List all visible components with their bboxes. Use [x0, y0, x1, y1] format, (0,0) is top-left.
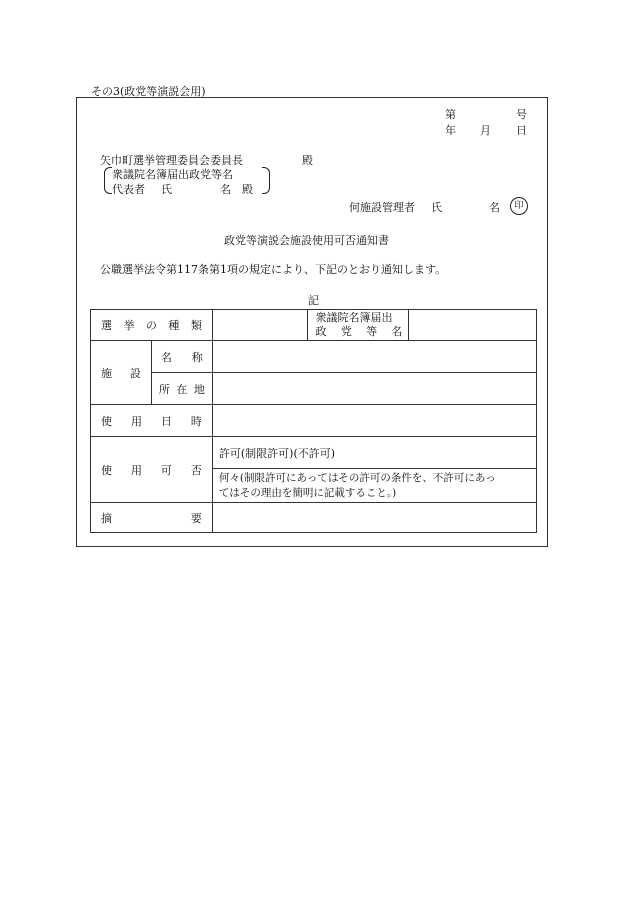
addressee-honorific: 殿: [302, 154, 313, 167]
facility-name-row: [91, 341, 537, 373]
remarks-row: [91, 503, 537, 533]
remarks-label: 摘 要: [101, 511, 202, 525]
facility-location-row: [91, 373, 537, 405]
usage-datetime-row: [91, 405, 537, 437]
bracket-left: [104, 167, 112, 194]
party-name-label: 衆議院名簿届出政党等名: [112, 168, 233, 181]
manager-mei: 名: [489, 201, 500, 214]
facility-location-label: 所 在 地: [158, 382, 205, 396]
representative-label: 代表者: [112, 183, 145, 196]
document-title: 政党等演説会施設使用可否通知書: [224, 234, 389, 247]
seal-mark: 印: [510, 197, 528, 215]
manager-label: 何施設管理者: [349, 201, 415, 214]
permission-label: 使 用 可 否: [101, 463, 202, 477]
facility-label: 施 設: [101, 366, 141, 380]
addressee-title: 矢巾町選挙管理委員会委員長: [100, 154, 243, 167]
election-type-label: 選 挙 の 種 類: [101, 319, 202, 332]
facility-name-label: 名 称: [160, 350, 203, 364]
remarks-value: [212, 503, 536, 533]
manager-shi: 氏: [431, 201, 442, 214]
body-text: 公職選挙法令第117条第1項の規定により、下記のとおり通知します。: [100, 263, 447, 276]
party-label-line2: 政 党 等 名: [315, 325, 403, 338]
ki-heading: 記: [308, 294, 319, 307]
facility-location-value: [212, 373, 536, 405]
form-caption: その3(政党等演説会用): [91, 85, 206, 98]
year-label: 年: [445, 124, 456, 137]
facility-name-value: [212, 341, 536, 373]
permission-note-line2: てはその理由を簡明に記載すること。): [218, 486, 397, 499]
info-table: [90, 309, 537, 533]
month-label: 月: [480, 124, 491, 137]
bracket-right: [262, 167, 270, 194]
number-label: 第: [445, 108, 456, 121]
party-name-value: [409, 310, 537, 341]
day-label: 日: [516, 124, 527, 137]
number-suffix: 号: [516, 108, 527, 121]
party-label-line1: 衆議院名簿届出: [315, 311, 393, 324]
representative-mei: 名: [220, 183, 231, 196]
usage-datetime-value: [212, 405, 536, 437]
election-type-row: [91, 310, 537, 341]
permission-options: 許可(制限許可)(不許可): [212, 437, 536, 469]
permission-note-line1: 何々(制限許可にあってはその許可の条件を、不許可にあっ: [218, 471, 496, 484]
permission-row: [91, 437, 537, 469]
representative-honorific: 殿: [242, 183, 253, 196]
usage-datetime-label: 使 用 日 時: [101, 414, 202, 428]
representative-shi: 氏: [161, 183, 172, 196]
election-type-value: [212, 310, 307, 341]
